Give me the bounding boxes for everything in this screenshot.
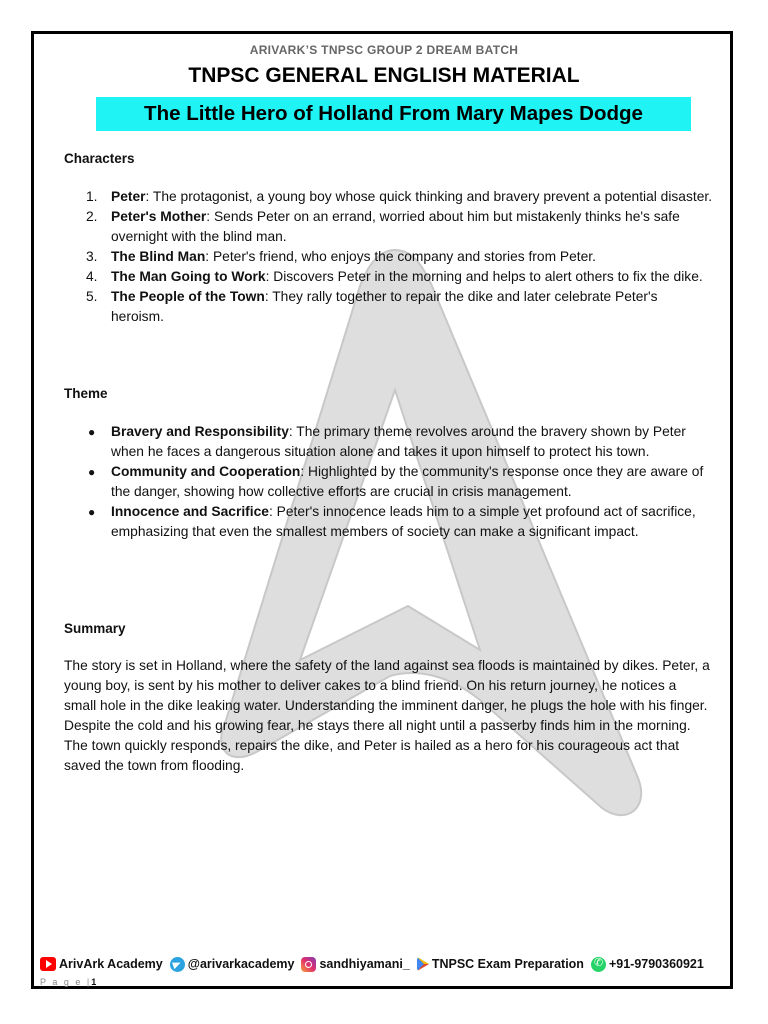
list-item: ● Community and Cooperation: Highlighted by the community's response once they are aware of the danger, showing how collective efforts are crucial in crisis management. <box>88 464 704 499</box>
playstore-app[interactable]: TNPSC Exam Preparation <box>431 957 584 971</box>
google-play-icon <box>417 957 429 971</box>
youtube-icon <box>40 957 56 971</box>
instagram-icon <box>301 957 316 972</box>
batch-label: ARIVARK’S TNPSC GROUP 2 DREAM BATCH <box>249 43 519 57</box>
whatsapp-number[interactable]: +91-9790360921 <box>608 957 704 971</box>
youtube-channel[interactable]: ArivArk Academy <box>59 957 163 971</box>
theme-list <box>64 422 714 542</box>
page-number: P a g e |1 <box>40 977 97 987</box>
list-item: 3. The Blind Man: Peter's friend, who enjoys the company and stories from Peter. <box>86 249 596 264</box>
list-item: ● Innocence and Sacrifice: Peter's innocence leads him to a simple yet profound act of sacrifice, emphasizing that even the smallest members of society can make a significant impact. <box>88 504 696 539</box>
list-item: 5. The People of the Town: They rally together to repair the dike and later celebrate Peter's heroism. <box>86 289 658 324</box>
list-item: 2. Peter's Mother: Sends Peter on an errand, worried about him but mistakenly thinks he's safe overnight with the blind man. <box>86 209 680 244</box>
subtitle-highlight <box>96 97 691 131</box>
theme-heading: Theme <box>64 386 108 401</box>
document-title: TNPSC GENERAL ENGLISH MATERIAL <box>188 64 580 87</box>
summary-text: The story is set in Holland, where the safety of the land against sea floods is maintained by dikes. Peter, a young boy, is sent by his mother to deliver cakes to a blind friend. On his return journey, he notices a small hole in the dike leaking water. Understanding the imminent danger, he plugs the hole with his finger. Despite the cold and his growing fear, he stays there all night until a passerby finds him in the morning. The town quickly responds, repairs the dike, and Peter is hailed as a hero for his courageous act that saved the town from flooding. <box>64 658 710 773</box>
summary-heading: Summary <box>64 621 126 636</box>
document-subtitle: The Little Hero of Holland From Mary Mapes Dodge <box>144 102 643 125</box>
list-item: ● Bravery and Responsibility: The primary theme revolves around the bravery shown by Peter when he faces a dangerous situation alone and takes it upon himself to protect his town. <box>88 424 686 459</box>
telegram-handle[interactable]: @arivarkacademy <box>187 957 295 971</box>
characters-heading: Characters <box>64 151 135 166</box>
telegram-icon <box>170 957 185 972</box>
list-item: 4. The Man Going to Work: Discovers Peter in the morning and helps to alert others to fix the dike. <box>86 269 703 284</box>
characters-list <box>64 187 714 327</box>
footer-contacts <box>40 954 730 974</box>
whatsapp-icon <box>591 957 606 972</box>
instagram-handle[interactable]: sandhiyamani_ <box>319 957 410 971</box>
list-item: 1. Peter: The protagonist, a young boy whose quick thinking and bravery prevent a potential disaster. <box>86 189 713 204</box>
